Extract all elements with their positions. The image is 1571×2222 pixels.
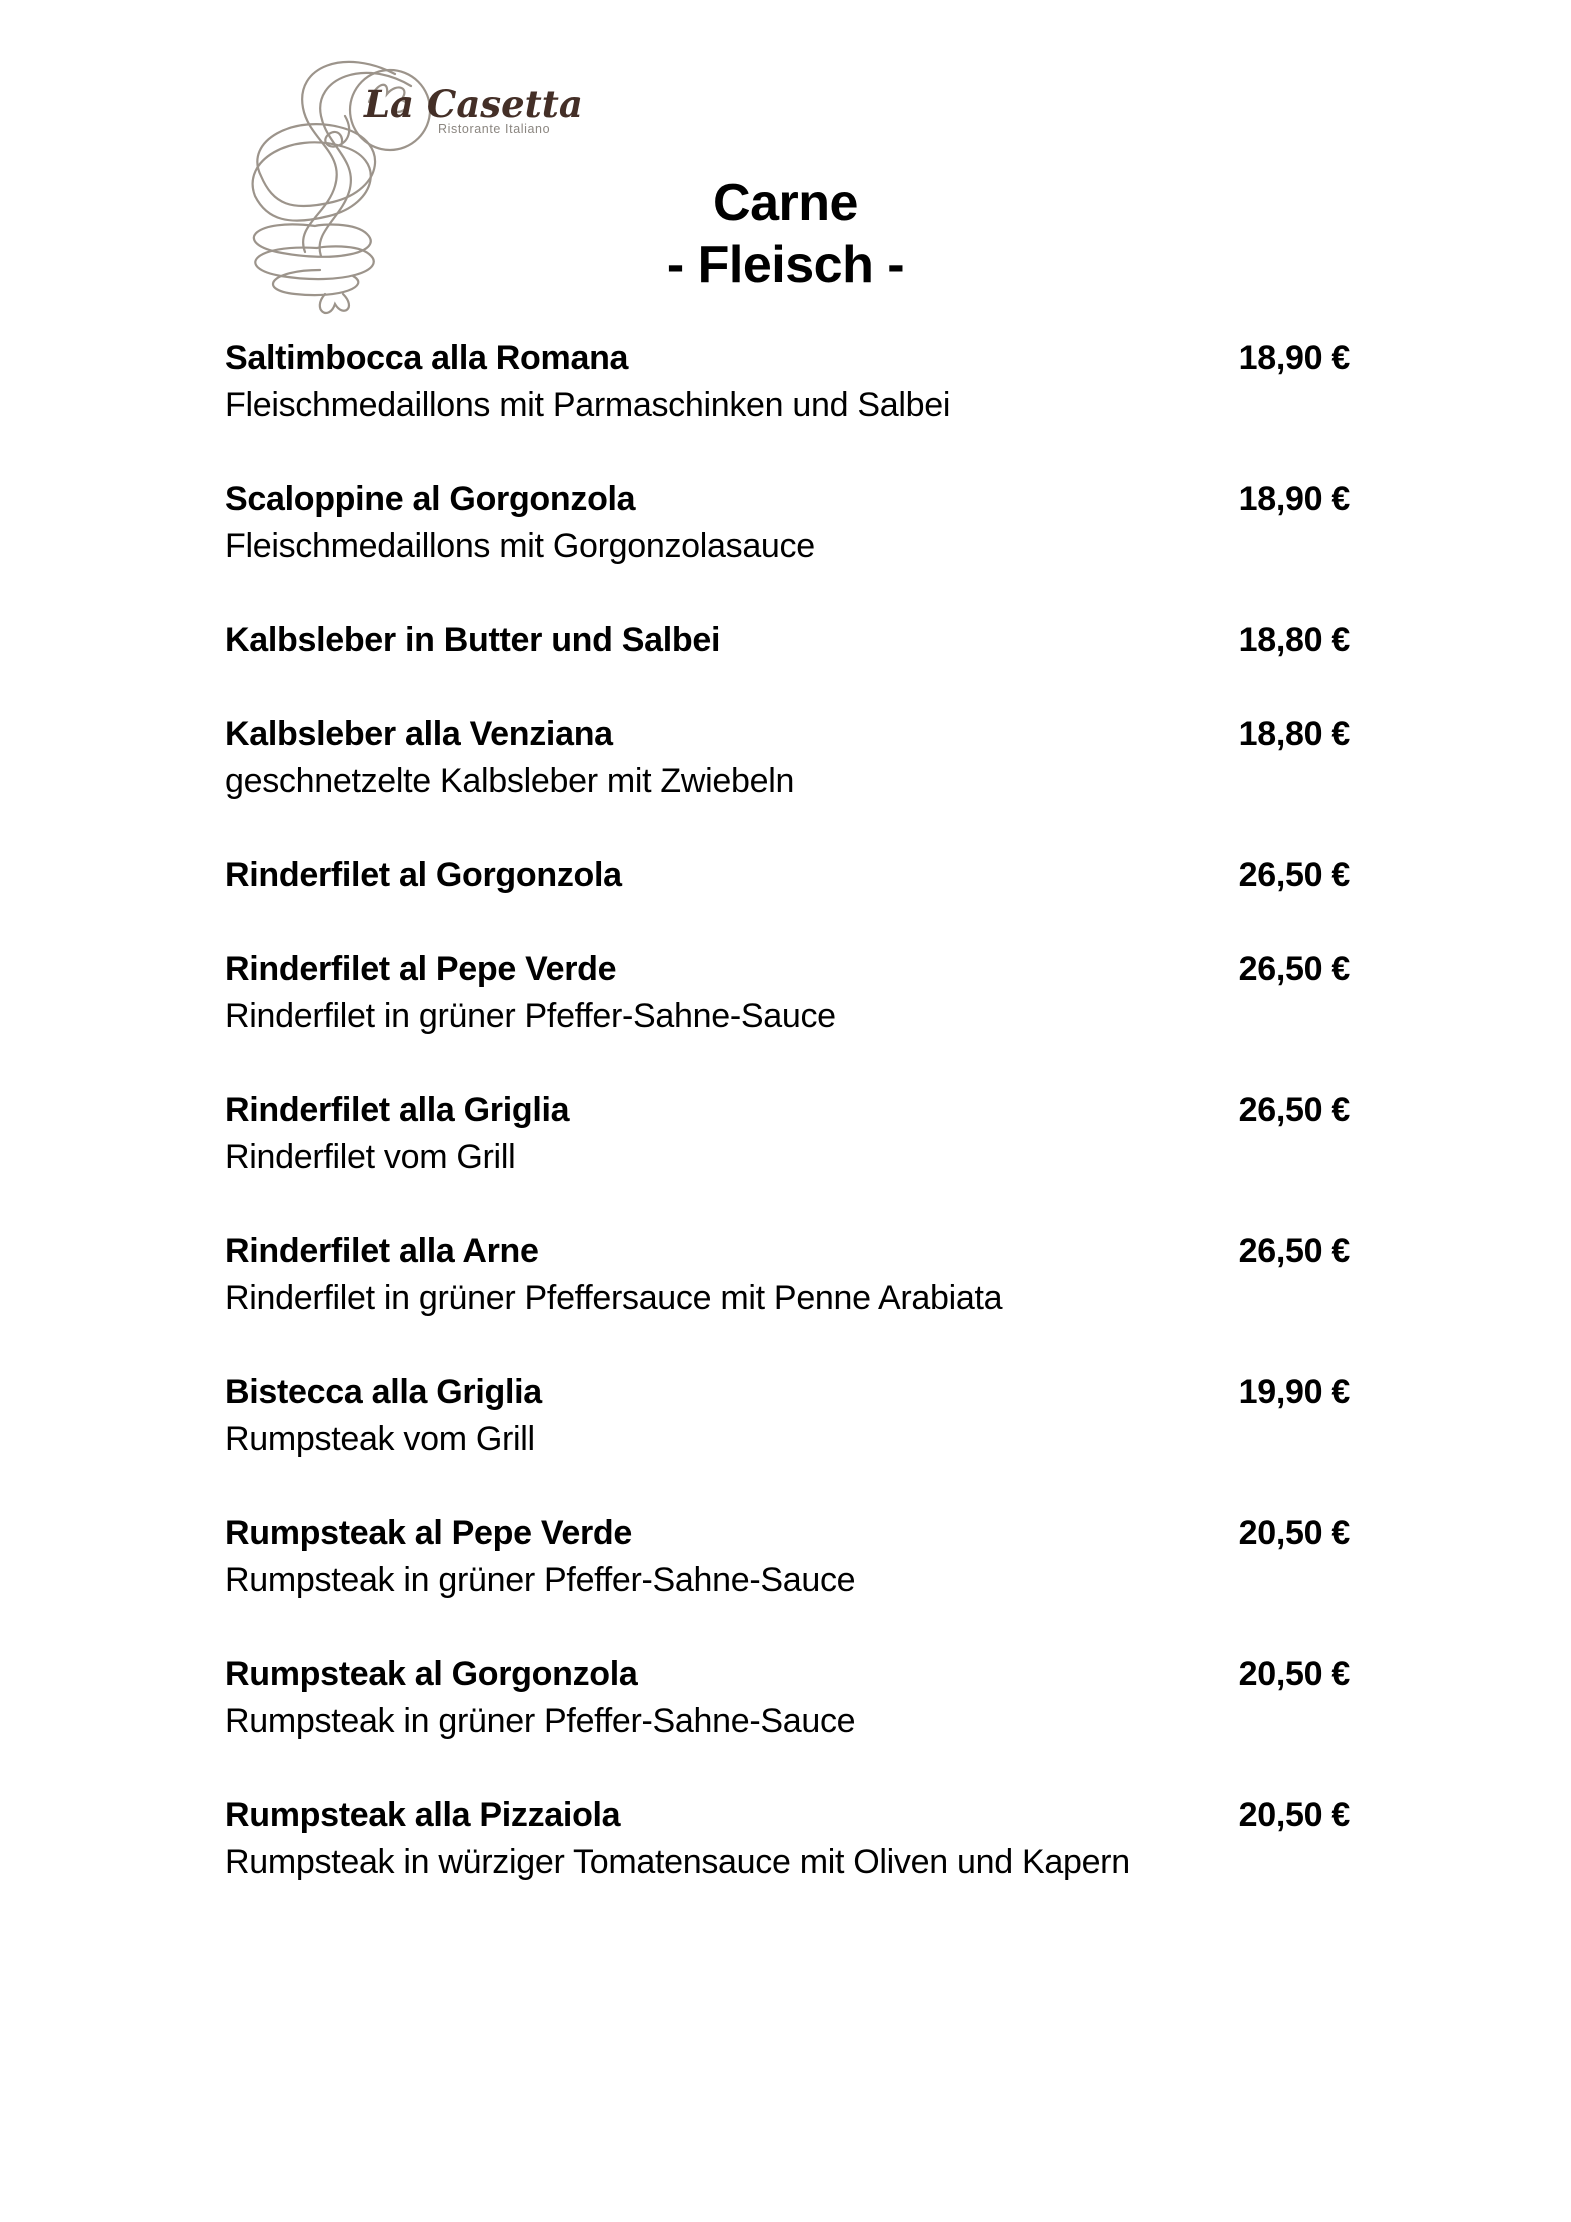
menu-item-head <box>225 946 1350 993</box>
menu-items <box>225 335 1350 1933</box>
dish-name: Kalbsleber alla Venziana <box>225 715 613 753</box>
section-heading <box>0 172 1571 296</box>
dish-name: Rumpsteak alla Pizzaiola <box>225 1796 621 1834</box>
menu-item-head <box>225 1369 1350 1416</box>
menu-item <box>225 1792 1350 1886</box>
menu-item-head <box>225 711 1350 758</box>
dish-description: geschnetzelte Kalbsleber mit Zwiebeln <box>225 762 795 800</box>
menu-item-head <box>225 476 1350 523</box>
menu-item <box>225 1087 1350 1181</box>
dish-name: Rinderfilet al Gorgonzola <box>225 856 622 894</box>
dish-price: 26,50 € <box>1238 856 1350 894</box>
dish-description: Rinderfilet in grüner Pfeffer-Sahne-Sauce <box>225 997 836 1035</box>
dish-description: Rumpsteak in würziger Tomatensauce mit Oliven und Kapern <box>225 1843 1130 1881</box>
dish-price: 26,50 € <box>1238 950 1350 988</box>
menu-item <box>225 946 1350 1040</box>
menu-item <box>225 1510 1350 1604</box>
dish-name: Bistecca alla Griglia <box>225 1373 542 1411</box>
menu-item <box>225 476 1350 570</box>
dish-price: 18,80 € <box>1238 715 1350 753</box>
menu-item <box>225 1369 1350 1463</box>
dish-name: Scaloppine al Gorgonzola <box>225 480 636 518</box>
menu-item-head <box>225 1792 1350 1839</box>
dish-price: 20,50 € <box>1238 1796 1350 1834</box>
dish-price: 18,90 € <box>1238 480 1350 518</box>
dish-description: Rumpsteak in grüner Pfeffer-Sahne-Sauce <box>225 1702 856 1740</box>
dish-description: Rumpsteak in grüner Pfeffer-Sahne-Sauce <box>225 1561 856 1599</box>
menu-item <box>225 335 1350 429</box>
dish-name: Saltimbocca alla Romana <box>225 339 629 377</box>
menu-item <box>225 711 1350 805</box>
dish-price: 26,50 € <box>1238 1091 1350 1129</box>
menu-item <box>225 852 1350 899</box>
menu-item-head <box>225 1510 1350 1557</box>
dish-description: Fleischmedaillons mit Gorgonzolasauce <box>225 527 815 565</box>
menu-item <box>225 617 1350 664</box>
dish-name: Rinderfilet alla Arne <box>225 1232 539 1270</box>
section-title: Carne <box>713 174 858 232</box>
section-subtitle: - Fleisch - <box>666 236 905 294</box>
menu-item-head <box>225 617 1350 664</box>
brand-name: La Casetta <box>364 82 583 126</box>
dish-name: Rumpsteak al Pepe Verde <box>225 1514 632 1552</box>
menu-item-head <box>225 1228 1350 1275</box>
dish-name: Rinderfilet al Pepe Verde <box>225 950 617 988</box>
dish-price: 19,90 € <box>1238 1373 1350 1411</box>
menu-item-head <box>225 1087 1350 1134</box>
dish-name: Rinderfilet alla Griglia <box>225 1091 570 1129</box>
dish-name: Kalbsleber in Butter und Salbei <box>225 621 721 659</box>
menu-item-head <box>225 1651 1350 1698</box>
menu-item <box>225 1228 1350 1322</box>
brand-tagline: Ristorante Italiano <box>438 122 551 136</box>
menu-item-head <box>225 852 1350 899</box>
dish-description: Rinderfilet vom Grill <box>225 1138 516 1176</box>
dish-price: 20,50 € <box>1238 1655 1350 1693</box>
dish-price: 26,50 € <box>1238 1232 1350 1270</box>
dish-name: Rumpsteak al Gorgonzola <box>225 1655 638 1693</box>
dish-price: 18,90 € <box>1238 339 1350 377</box>
dish-description: Fleischmedaillons mit Parmaschinken und Salbei <box>225 386 951 424</box>
dish-description: Rinderfilet in grüner Pfeffersauce mit Penne Arabiata <box>225 1279 1003 1317</box>
dish-price: 18,80 € <box>1238 621 1350 659</box>
dish-price: 20,50 € <box>1238 1514 1350 1552</box>
menu-item-head <box>225 335 1350 382</box>
menu-item <box>225 1651 1350 1745</box>
dish-description: Rumpsteak vom Grill <box>225 1420 535 1458</box>
